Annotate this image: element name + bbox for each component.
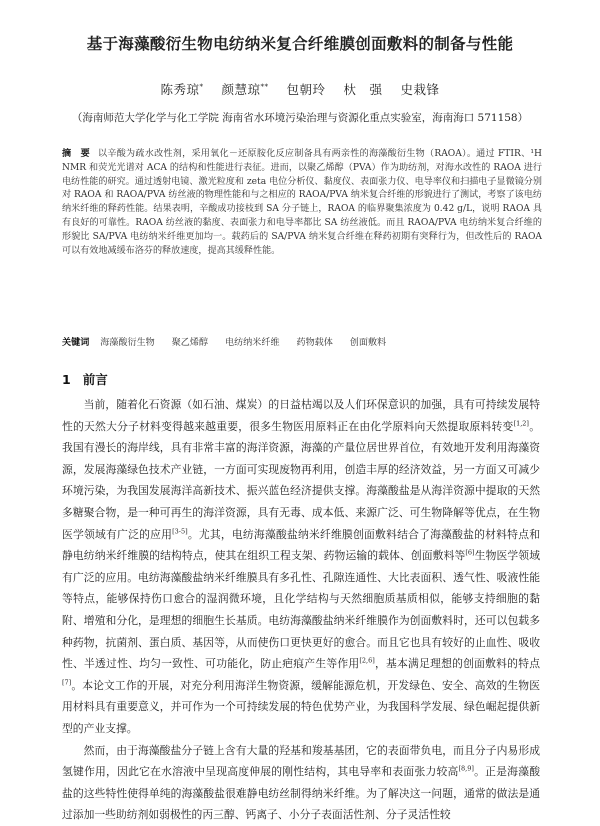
author-name: 包朝玲: [286, 82, 326, 97]
section-heading: [62, 370, 108, 388]
body-text: [62, 394, 540, 826]
keyword: 聚乙烯醇: [171, 338, 209, 348]
author-name: 颜慧琼: [221, 82, 261, 97]
paragraph: [62, 394, 540, 740]
paragraph-text: 。我国有漫长的海岸线，具有非常丰富的海洋资源，海藻的产量位居世界首位，有效地开发利用海藻资源，发展海藻绿色技术产业链，一方面可实现废物再利用，创造丰厚的经济效益，另一方面又可减少环境污染，为我国发展海洋高新技术、振兴蓝色经济提供支撑。海藻酸盐是从海洋资源中提取的天然多糖聚合物，是一种可再生的海洋资源，具有无毒、成本低、来源广泛、可生物降解等优点，在生物医学领域有广泛的应用: [62, 419, 540, 541]
author-name: 杕 强: [343, 82, 383, 97]
citation-ref: [8,9]: [458, 764, 474, 773]
section-title: 前言: [82, 372, 108, 387]
paper-title: 基于海藻酸衍生物电纺纳米复合纤维膜创面敷料的制备与性能: [86, 35, 514, 53]
abstract: [62, 148, 542, 258]
keyword: 电纺纳米纤维: [224, 338, 280, 348]
paragraph-text: 当前，随着化石资源（如石油、煤炭）的日益枯竭以及人们环保意识的加强，具有可持续发展特性的天然大分子材料变得越来越重要，很多生物医用原料正在由化学原料向天然提取原料转变: [62, 398, 540, 433]
author-mark: *: [199, 82, 204, 91]
paragraph-text: 。尤其，电纺海藻酸盐纳米纤维膜创面敷料结合了海藻酸盐的材料特点和静电纺纳米纤维膜的结构特点，使其在组织工程支架、药物运输的载体、创面敷料等: [62, 527, 540, 563]
author: [401, 82, 440, 97]
abstract-label: 摘 要: [62, 149, 91, 159]
keyword: 创面敷料: [349, 338, 387, 348]
paragraph-text: ，基本满足理想的创面敷料的特点: [374, 657, 541, 671]
keywords-label: 关键词: [62, 338, 90, 348]
paragraph-text: 然而，由于海藻酸盐分子链上含有大量的羟基和羧基基团，它的表面带负电，而且分子内易形成氢键作用，因此它在水溶液中呈现高度伸展的刚性结构，其电导率和表面张力较高: [62, 743, 540, 779]
citation-ref: [7]: [62, 678, 72, 687]
citation-ref: [3-5]: [172, 526, 188, 535]
keyword: 海藻酸衍生物: [100, 338, 155, 348]
citation-ref: [6]: [465, 548, 475, 557]
author: [160, 82, 203, 97]
author-mark: **: [260, 82, 269, 91]
author-name: 史栽锋: [400, 82, 440, 97]
author: [286, 82, 325, 97]
affiliation: （海南师范大学化学与化工学院 海南省水环境污染治理与资源化重点实验室，海南海口 571158）: [71, 112, 529, 124]
paragraph-text: 。本论文工作的开展，对充分利用海洋生物资源，缓解能源危机，开发绿色、安全、高效的生物医用材料具有重要意义，并可作为一个可持续发展的特色优势产业，为我国科学发展、绿色崛起提供新型的产业支撑。: [62, 678, 540, 735]
paragraph-text: 。正是海藻酸盐的这些特性使得单纯的海藻酸盐很难静电纺丝制得纳米纤维。为了解决这一问题，通常的做法是通过添加一些助纺剂如弱极性的丙三醇、钙离子、小分子表面活性剂、分子灵活性较: [62, 765, 541, 822]
paragraph: [62, 740, 540, 826]
keyword: 药物载体: [296, 338, 333, 348]
citation-ref: [1,2]: [513, 419, 529, 427]
author-list: [0, 80, 600, 98]
paragraph-text: 生物医学领域有广泛的应用。电纺海藻酸盐纳米纤维膜具有多孔性、孔隙连通性、大比表面积、透气性、吸液性能等特点，能够保持伤口愈合的湿润微环境，且化学结构与天然细胞质基质相似，能够支持细胞的黏附、增殖和分化，是理想的细胞生长基质。电纺海藻酸盐纳米纤维膜作为创面敷料时，还可以包载多种药物，抗菌剂、蛋白质、基因等，从而使伤口更快更好的愈合。而且它也具有较好的止血性、吸收性、半透过性、均匀一致性、可功能化，防止疤痕产生等作用: [62, 549, 541, 671]
keywords: [62, 335, 542, 348]
abstract-text: 以辛酸为疏水改性剂，采用氧化－还原胺化反应制备具有两亲性的海藻酸衍生物（RAOA）。通过 FTIR、¹H NMR 和荧光光谱对 ACA 的结构和性能进行表征。进而，以聚乙烯醇（PVA）作为助纺剂，对海水改性的 RAOA 进行电纺性能的研究。通过透射电镜、激光粒度和 zeta 电位分析仪、黏度仪、表面张力仪、电导率仪和扫描电子显微镜分别对 RAOA 和 RAOA/PVA 纺丝液的物理性能和与之相应的 RAOA/PVA 纳米复合纤维的形貌进行了测试，考察了该电纺纳米纤维的释药性能。结果表明，辛酸成功接枝到 SA 分子链上，RAOA 的临界聚集浓度为 0.42 g/L，说明 RAOA 具有良好的可靠性。RAOA 纺丝液的黏度、表面张力和电导率都比 SA 纺丝液低。而且 RAOA/PVA 电纺纳米复合纤维的形貌比 SA/PVA 电纺纳米纤维更加均一。载药后的 SA/PVA 纳米复合纤维在释药初期有突释行为，但改性后的 RAOA 可以有效地减缓布洛芬的释放速度，提高其缓释性能。: [62, 149, 542, 256]
author: [344, 82, 383, 97]
author: [221, 82, 268, 97]
citation-ref: [2,6]: [359, 656, 375, 665]
author-name: 陈秀琼: [160, 82, 200, 97]
section-number: 1: [62, 372, 71, 387]
